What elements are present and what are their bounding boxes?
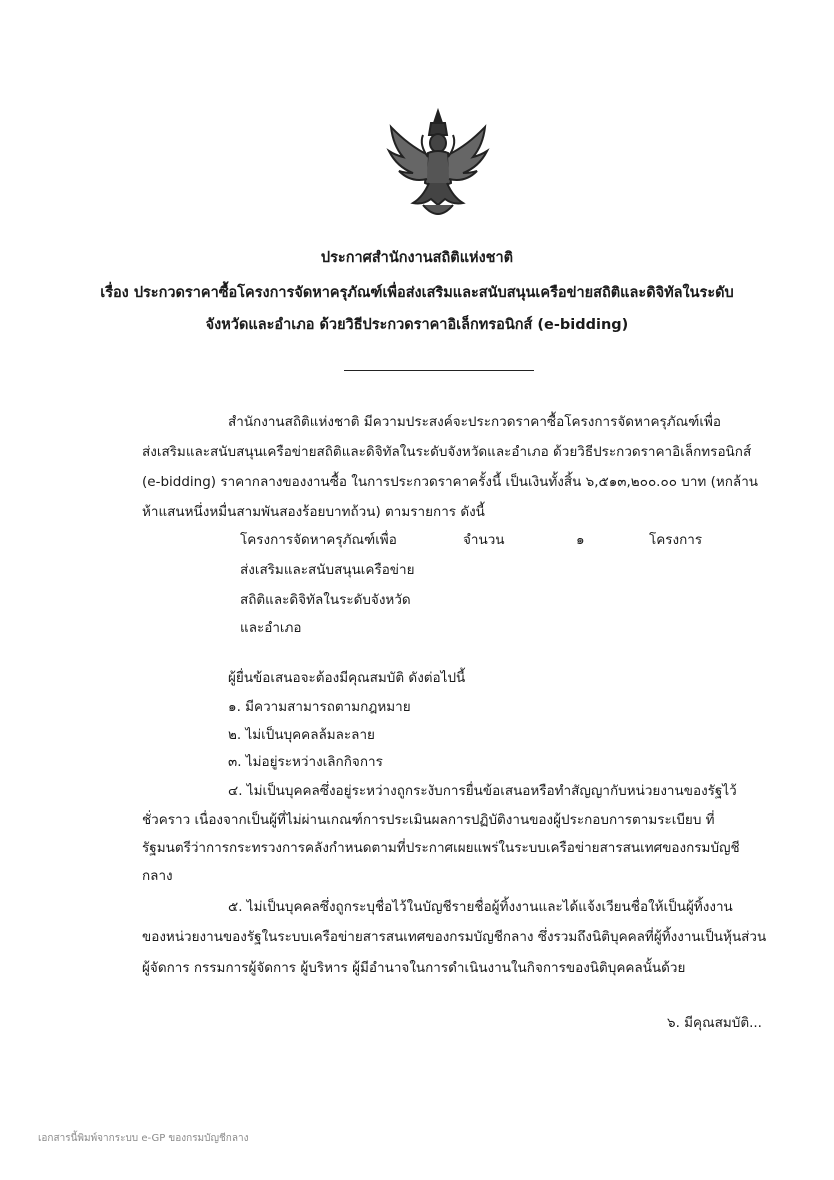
intro-line: ส่งเสริมและสนับสนุนเครือข่ายสถิติและดิจิทัลในระดับจังหวัดและอำเภอ ด้วยวิธีประกวดราคาอิเล็กทรอนิกส์: [142, 444, 752, 460]
announcement-subject: เรื่อง ประกวดราคาซื้อโครงการจัดหาครุภัณฑ์เพื่อส่งเสริมและสนับสนุนเครือข่ายสถิติและดิจิทัลในระดับ: [100, 285, 734, 301]
announcement-subject-cont: จังหวัดและอำเภอ ด้วยวิธีประกวดราคาอิเล็กทรอนิกส์ (e-bidding): [205, 317, 629, 333]
announcement-heading: ประกาศสำนักงานสถิติแห่งชาติ: [320, 250, 514, 266]
item-qty: ๑: [576, 532, 585, 548]
intro-line: สำนักงานสถิติแห่งชาติ มีความประสงค์จะประกวดราคาซื้อโครงการจัดหาครุภัณฑ์เพื่อ: [228, 414, 722, 430]
item-qty-label: จำนวน: [463, 532, 505, 548]
divider: [344, 370, 534, 371]
item-name: และอำเภอ: [240, 620, 302, 636]
qualification-item-cont: ของหน่วยงานของรัฐในระบบเครือข่ายสารสนเทศของกรมบัญชีกลาง ซึ่งรวมถึงนิติบุคคลที่ผู้ทิ้งงานเป็นหุ้นส่วน: [142, 929, 767, 945]
intro-line: (e-bidding) ราคากลางของงานซื้อ ในการประกวดราคาครั้งนี้ เป็นเงินทั้งสิ้น ๖,๕๑๓,๒๐๐.๐๐ บาท (หกล้าน: [142, 474, 759, 490]
qualification-item-cont: กลาง: [142, 868, 173, 884]
qualification-item: ๕. ไม่เป็นบุคคลซึ่งถูกระบุชื่อไว้ในบัญชีรายชื่อผู้ทิ้งงานและได้แจ้งเวียนชื่อให้เป็นผู้ทิ้งงาน: [228, 899, 733, 915]
continuation-marker: ๖. มีคุณสมบัติ...: [667, 1015, 762, 1031]
qualification-item-cont: รัฐมนตรีว่าการกระทรวงการคลังกำหนดตามที่ประกาศเผยแพร่ในระบบเครือข่ายสารสนเทศของกรมบัญชี: [142, 840, 740, 856]
item-name: โครงการจัดหาครุภัณฑ์เพื่อ: [240, 532, 397, 548]
qualification-item-cont: ผู้จัดการ กรรมการผู้จัดการ ผู้บริหาร ผู้มีอำนาจในการดำเนินงานในกิจการของนิติบุคคลนั้นด้วย: [142, 960, 686, 976]
item-name: ส่งเสริมและสนับสนุนเครือข่าย: [240, 562, 415, 578]
qualifications-heading: ผู้ยื่นข้อเสนอจะต้องมีคุณสมบัติ ดังต่อไปนี้: [228, 670, 466, 686]
qualification-item: ๑. มีความสามารถตามกฎหมาย: [228, 699, 411, 715]
intro-line: ห้าแสนหนึ่งหมื่นสามพันสองร้อยบาทถ้วน) ตามรายการ ดังนี้: [142, 504, 485, 520]
garuda-emblem-icon: [383, 105, 493, 225]
qualification-item: ๒. ไม่เป็นบุคคลล้มละลาย: [228, 727, 375, 743]
qualification-item: ๔. ไม่เป็นบุคคลซึ่งอยู่ระหว่างถูกระงับการยื่นข้อเสนอหรือทำสัญญากับหน่วยงานของรัฐไว้: [228, 783, 737, 799]
qualification-item-cont: ชั่วคราว เนื่องจากเป็นผู้ที่ไม่ผ่านเกณฑ์การประเมินผลการปฏิบัติงานของผู้ประกอบการตามระเบียบ ที่: [142, 812, 715, 828]
item-unit: โครงการ: [649, 532, 703, 548]
footer-note: เอกสารนี้พิมพ์จากระบบ e-GP ของกรมบัญชีกลาง: [38, 1133, 249, 1144]
item-name: สถิติและดิจิทัลในระดับจังหวัด: [240, 592, 411, 608]
qualification-item: ๓. ไม่อยู่ระหว่างเลิกกิจการ: [228, 754, 383, 770]
